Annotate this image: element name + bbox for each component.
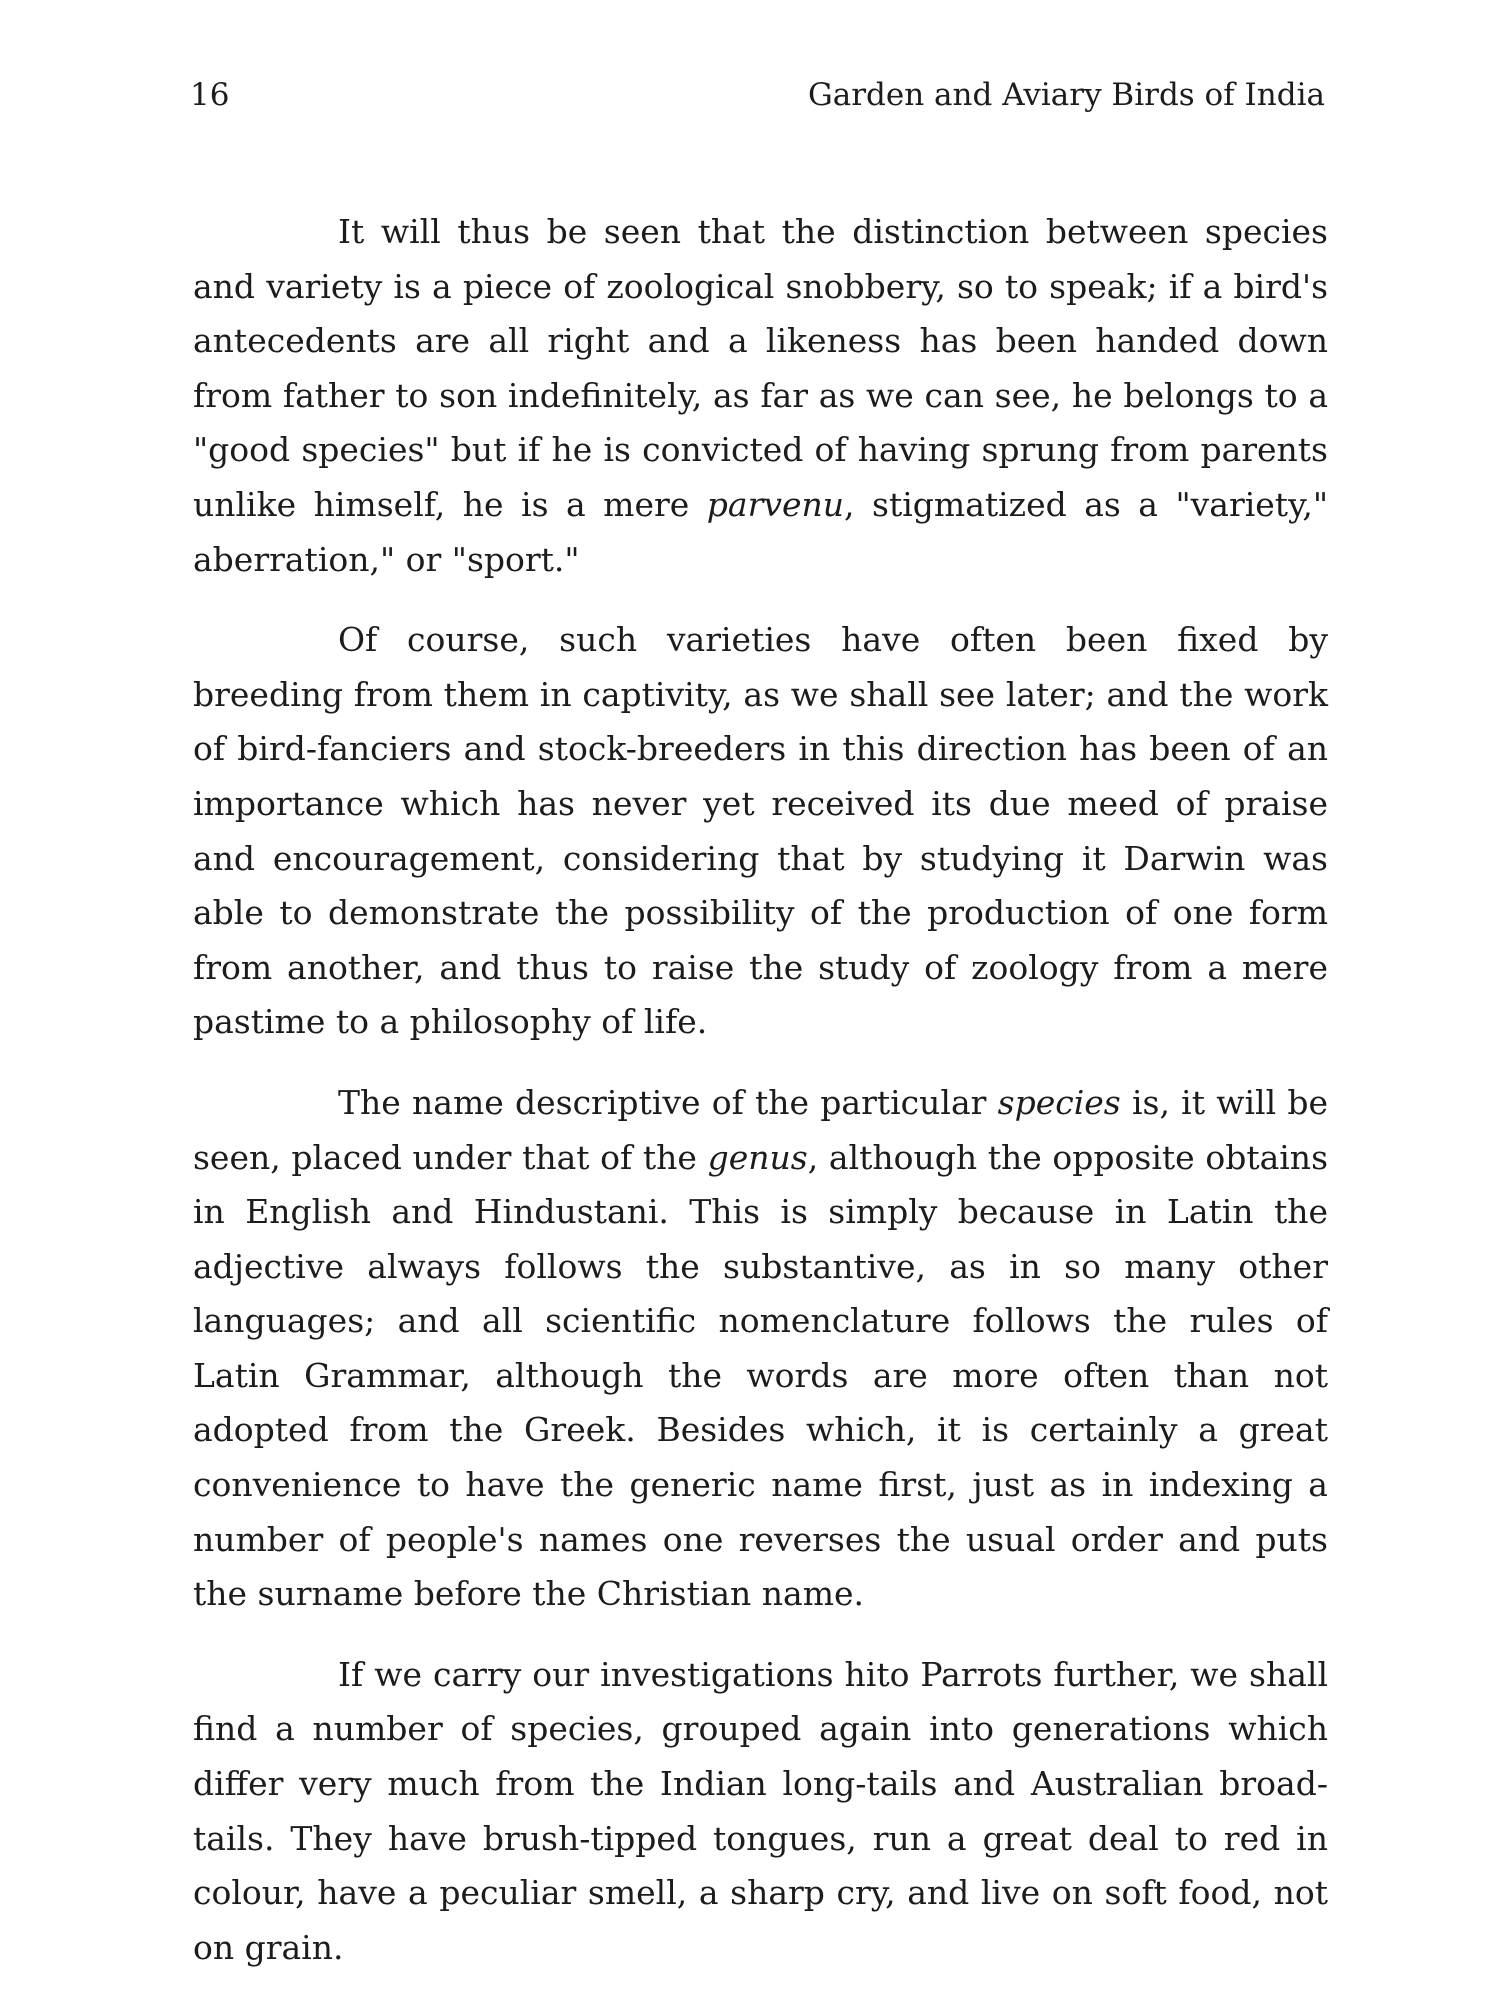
- paragraph-naming-order: [193, 1076, 1328, 1622]
- paragraph-fixed-varieties: [193, 613, 1328, 1050]
- page-number: 16: [190, 77, 230, 113]
- italic-term-parvenu: parvenu: [706, 484, 845, 524]
- body-text: [193, 205, 1328, 1975]
- italic-term-species: species: [997, 1082, 1121, 1122]
- paragraph-text: , although the opposite obtains in English and Hindustani. This is simply because in Latin the adjective always follows the substantive, as in so many other languages; and all scientific nomenclature follows the rules of Latin Grammar, although the words are more often than not adopted from the Greek. Besides which, it is certainly a great convenience to have the generic name first, just as in indexing a number of people's names one reverses the usual order and puts the surname before the Christian name.: [193, 1137, 1329, 1614]
- paragraph-species-variety: [193, 205, 1328, 587]
- paragraph-text: is, it will be seen, placed under that of the: [193, 1082, 1328, 1177]
- paragraph-parrots: [193, 1648, 1328, 1976]
- italic-term-genus: genus: [707, 1137, 808, 1177]
- paragraph-text: , stigmatized as a "variety," aberration," or "sport.": [193, 484, 1329, 579]
- paragraph-text: The name descriptive of the particular: [338, 1082, 998, 1122]
- running-head: [190, 70, 1325, 120]
- paragraph-text: If we carry our investigations hito Parrots further, we shall find a number of species, grouped again into generations which differ very much from the Indian long-tails and Australian broad-tails. They have brush-tipped tongues, run a great deal to red in colour, have a peculiar smell, a sharp cry, and live on soft food, not on grain.: [193, 1654, 1328, 1967]
- paragraph-text: It will thus be seen that the distinction between species and variety is a piece of zoological snobbery, so to speak; if a bird's antecedents are all right and a likeness has been handed down from father to son indefinitely, as far as we can see, he belongs to a "good species" but if he is convicted of having sprung from parents unlike himself, he is a mere: [193, 212, 1328, 524]
- book-title: Garden and Aviary Birds of India: [807, 77, 1325, 113]
- paragraph-text: Of course, such varieties have often been fixed by breeding from them in captivity, as we shall see later; and the work of bird-fanciers and stock-breeders in this direction has been of an importance which has never yet received its due meed of praise and encouragement, considering that by studying it Darwin was able to demonstrate the possibility of the production of one form from another, and thus to raise the study of zoology from a mere pastime to a philosophy of life.: [193, 620, 1328, 1042]
